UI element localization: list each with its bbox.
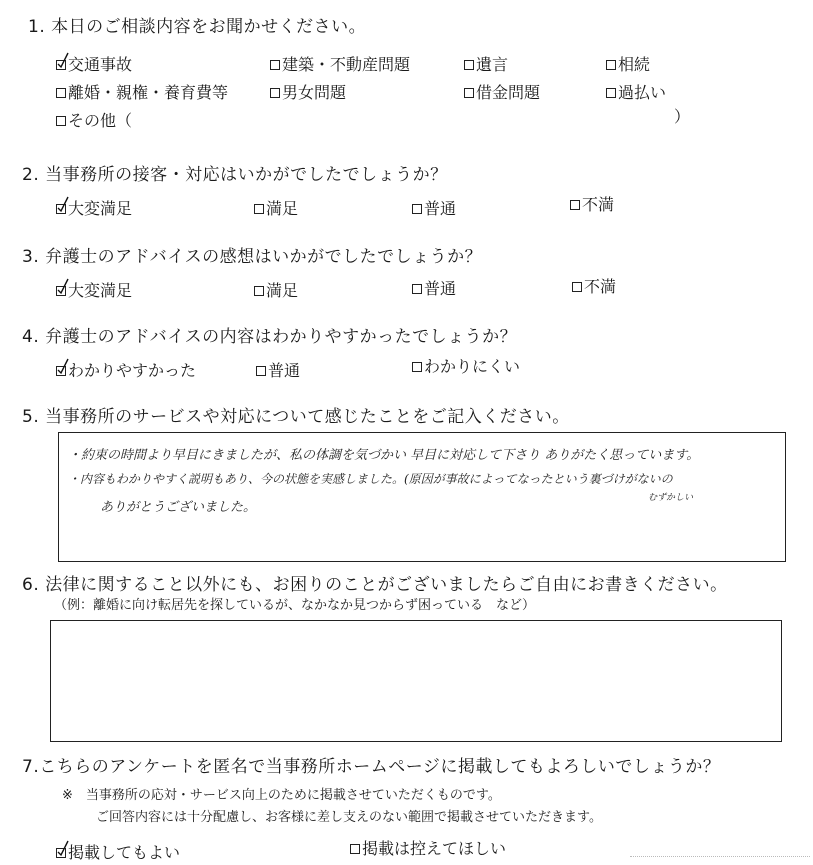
checkbox-icon[interactable] <box>254 286 264 296</box>
q1-option-traffic-accident[interactable]: 交通事故 <box>56 52 132 75</box>
checkbox-icon[interactable] <box>464 88 474 98</box>
q3-option-very-satisfied[interactable]: 大変満足 <box>56 278 132 301</box>
checkbox-icon[interactable] <box>606 88 616 98</box>
checkbox-icon[interactable] <box>570 200 580 210</box>
q1-option-construction-realestate[interactable]: 建築・不動産問題 <box>270 52 410 75</box>
checkbox-icon[interactable] <box>270 60 280 70</box>
q2-option-normal[interactable]: 普通 <box>412 196 456 219</box>
q1-option-will[interactable]: 遺言 <box>464 52 508 75</box>
q3-option-satisfied[interactable]: 満足 <box>254 278 298 301</box>
checkbox-icon[interactable] <box>56 116 66 126</box>
checkbox-checked-icon[interactable] <box>56 204 66 214</box>
q5-answer-small-note: むずかしい <box>648 493 694 503</box>
checkbox-icon[interactable] <box>254 204 264 214</box>
q7-note-2: ご回答内容には十分配慮し、お客様に差し支えのない範囲で掲載させていただきます。 <box>96 810 602 825</box>
q1-title: 1. 本日のご相談内容をお聞かせください。 <box>28 17 367 37</box>
q1-option-debt[interactable]: 借金問題 <box>464 80 540 103</box>
q1-option-overpayment[interactable]: 過払い <box>606 80 666 103</box>
q2-option-dissatisfied[interactable]: 不満 <box>570 192 614 215</box>
checkbox-icon[interactable] <box>464 60 474 70</box>
q7-note-1: ※ 当事務所の応対・サービス向上のために掲載させていただくものです。 <box>62 788 501 803</box>
checkbox-icon[interactable] <box>270 88 280 98</box>
q5-title: 5. 当事務所のサービスや対応について感じたことをご記入ください。 <box>22 407 570 427</box>
q1-option-other[interactable]: その他（ <box>56 108 132 131</box>
q6-example: （例：離婚に向け転居先を探しているが、なかなか見つからず困っている など） <box>54 598 536 613</box>
q2-title: 2. 当事務所の接客・対応はいかがでしたでしょうか？ <box>22 165 448 185</box>
checkbox-checked-icon[interactable] <box>56 366 66 376</box>
q5-answer-line-2: ・内容もわかりやすく説明もあり、今の状態を実感しました。(原因が事故によってなったという裏づけがないの <box>68 472 673 486</box>
checkbox-icon[interactable] <box>412 204 422 214</box>
checkbox-checked-icon[interactable] <box>56 286 66 296</box>
bottom-dotted-divider <box>630 856 810 857</box>
q2-option-very-satisfied[interactable]: 大変満足 <box>56 196 132 219</box>
q4-option-normal[interactable]: 普通 <box>256 358 300 381</box>
checkbox-icon[interactable] <box>350 844 360 854</box>
q7-title: 7.こちらのアンケートを匿名で当事務所ホームページに掲載してもよろしいでしょうか？ <box>22 757 721 777</box>
q1-option-inheritance[interactable]: 相続 <box>606 52 650 75</box>
q7-option-decline[interactable]: 掲載は控えてほしい <box>350 836 506 859</box>
checkbox-icon[interactable] <box>412 362 422 372</box>
q1-option-divorce[interactable]: 離婚・親権・養育費等 <box>56 80 228 103</box>
q4-option-hard[interactable]: わかりにくい <box>412 354 520 377</box>
q6-answer-box[interactable] <box>50 620 782 742</box>
q4-option-easy[interactable]: わかりやすかった <box>56 358 196 381</box>
q1-other-close-paren: ） <box>674 107 691 126</box>
q3-option-normal[interactable]: 普通 <box>412 276 456 299</box>
q3-option-dissatisfied[interactable]: 不満 <box>572 274 616 297</box>
q4-title: 4. 弁護士のアドバイスの内容はわかりやすかったでしょうか？ <box>22 327 518 347</box>
q6-title: 6. 法律に関すること以外にも、お困りのことがございましたらご自由にお書きください。 <box>22 575 728 595</box>
checkbox-icon[interactable] <box>412 284 422 294</box>
checkbox-icon[interactable] <box>606 60 616 70</box>
q5-answer-line-1: ・約束の時間より早目にきましたが、私の体調を気づかい 早目に対応して下さり ありがたく思っています。 <box>68 448 700 463</box>
q2-option-satisfied[interactable]: 満足 <box>254 196 298 219</box>
q1-option-relationship[interactable]: 男女問題 <box>270 80 346 103</box>
checkbox-icon[interactable] <box>256 366 266 376</box>
checkbox-checked-icon[interactable] <box>56 60 66 70</box>
checkbox-icon[interactable] <box>572 282 582 292</box>
checkbox-icon[interactable] <box>56 88 66 98</box>
checkbox-checked-icon[interactable] <box>56 848 66 858</box>
q7-option-ok[interactable]: 掲載してもよい <box>56 840 180 863</box>
q3-title: 3. 弁護士のアドバイスの感想はいかがでしたでしょうか？ <box>22 247 483 267</box>
q5-answer-line-3: ありがとうございました。 <box>100 500 257 515</box>
